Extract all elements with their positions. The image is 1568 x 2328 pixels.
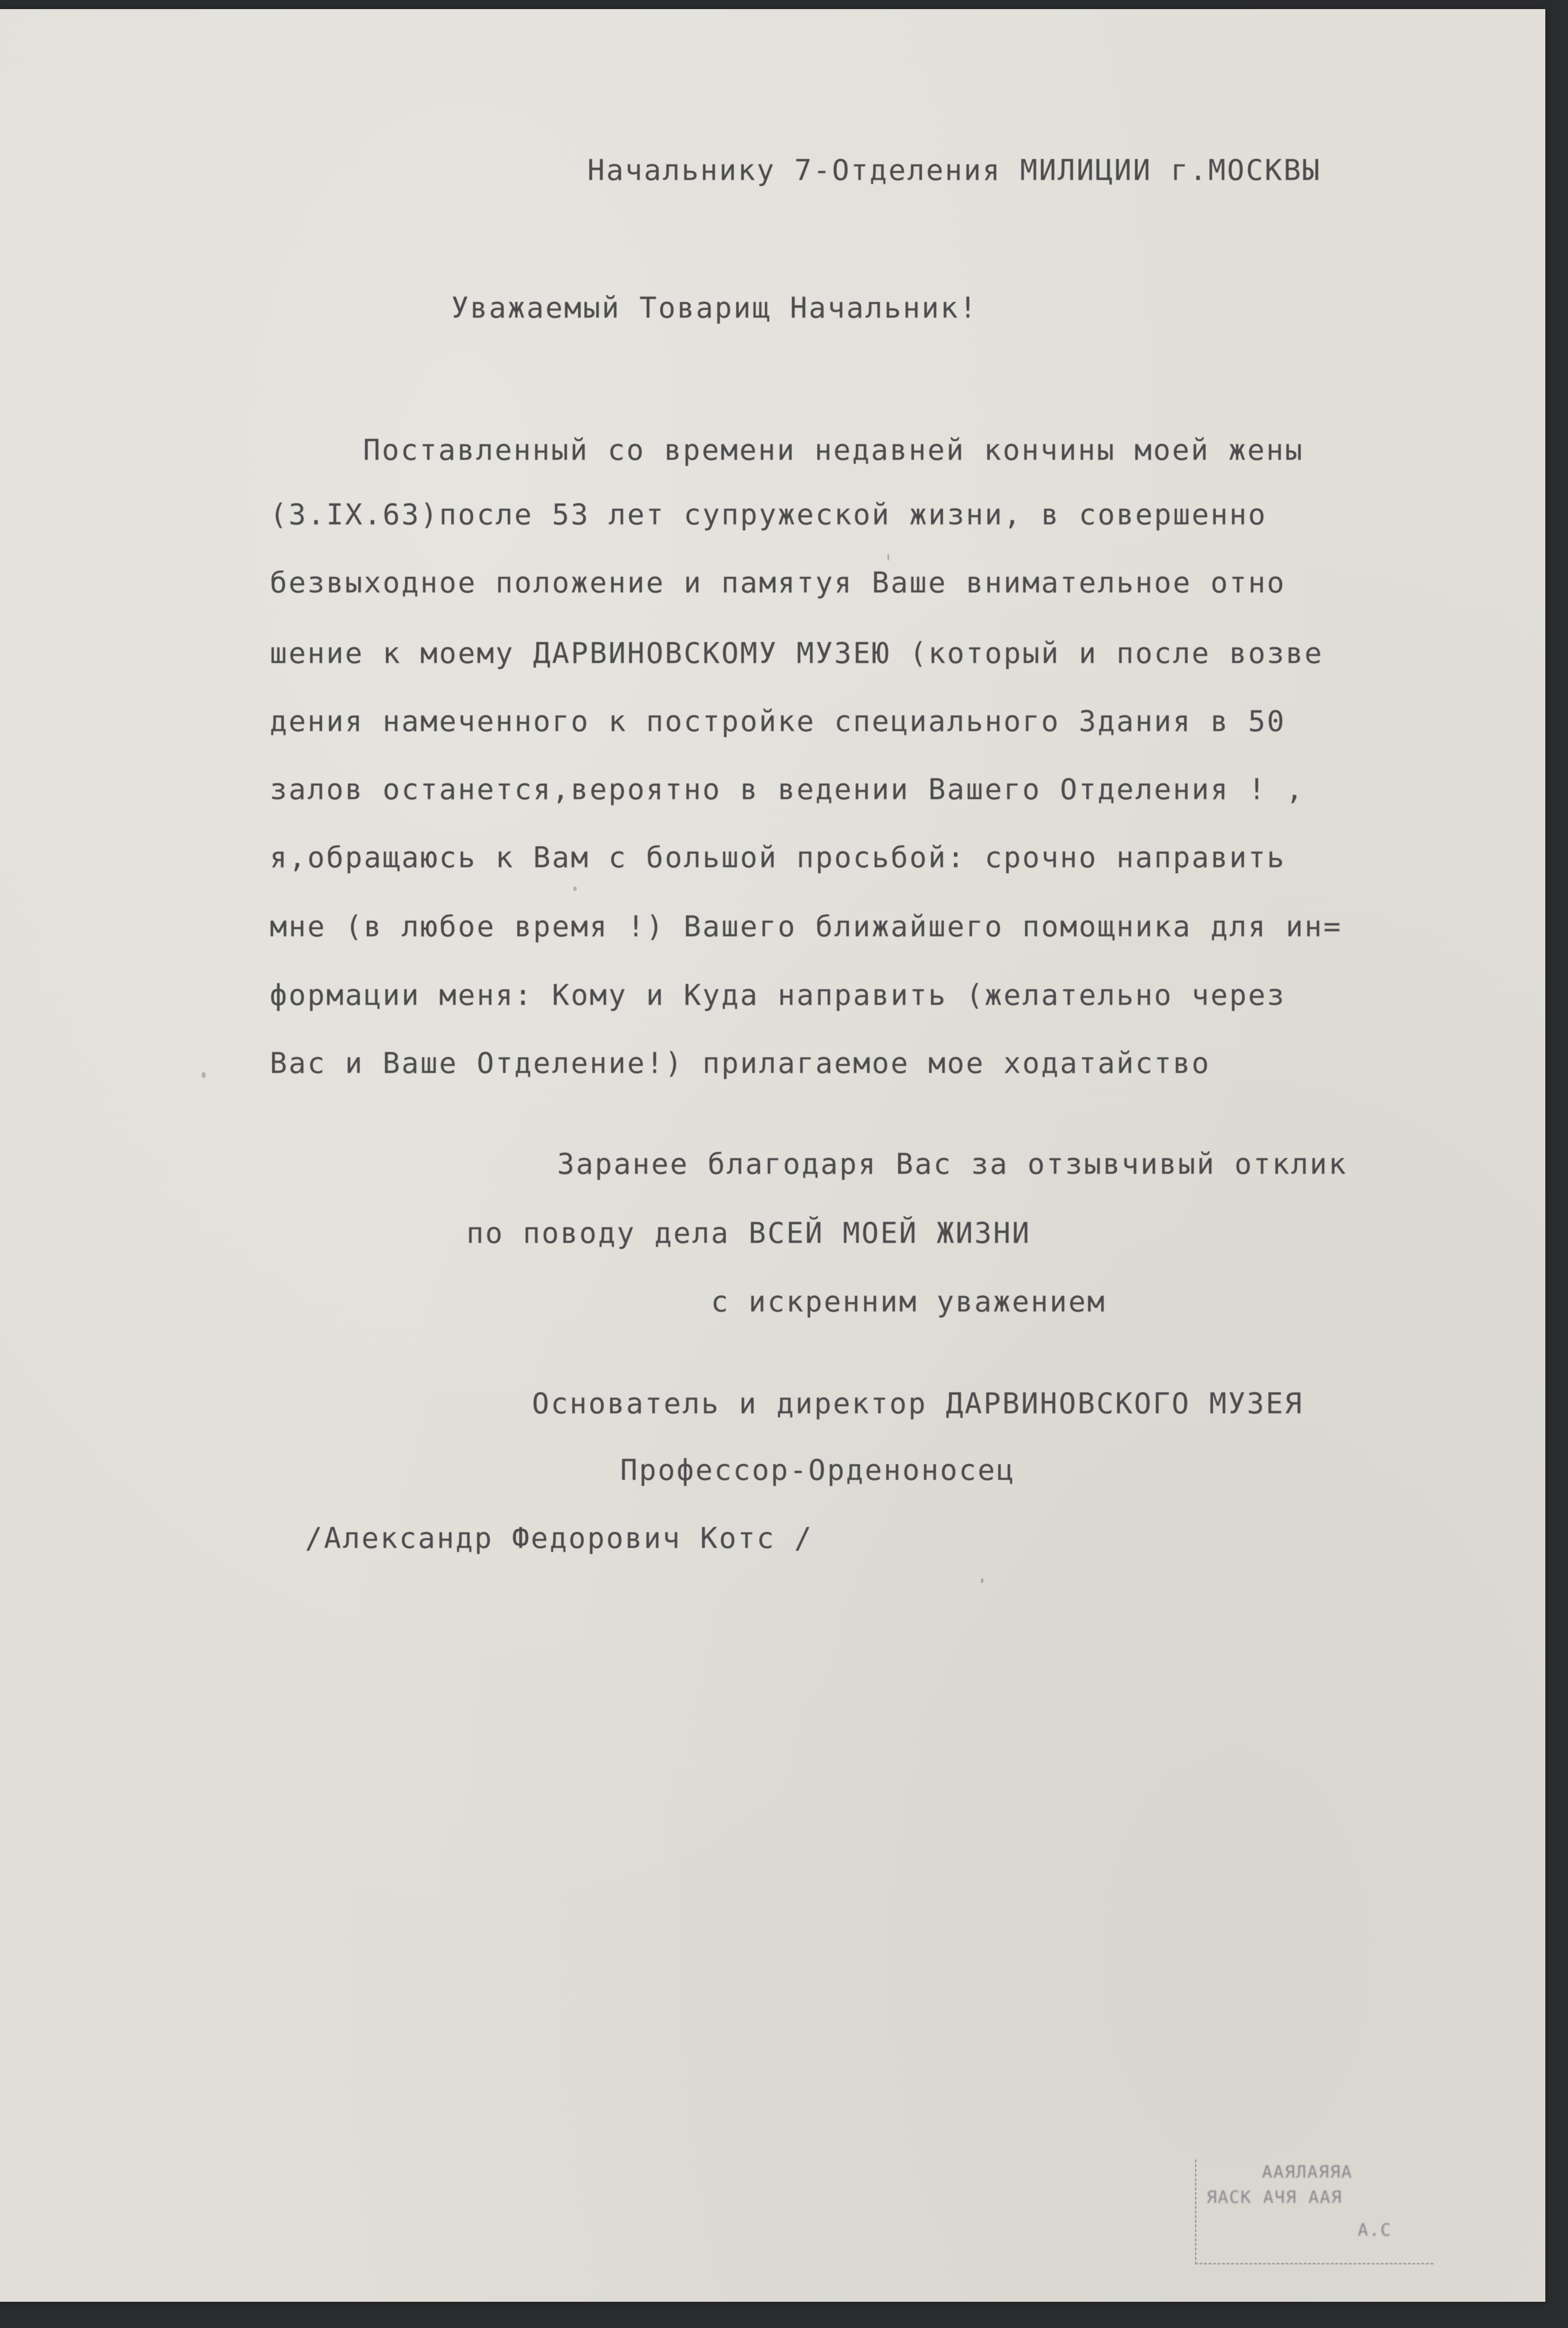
letter-page: [0, 9, 1545, 2302]
body-line: я,обращаюсь к Вам с большой просьбой: срочно направить: [270, 841, 1286, 874]
greeting: Уважаемый Товарищ Начальник!: [451, 291, 978, 325]
addressee-line: Начальнику 7-Отделения МИЛИЦИИ г.МОСКВЫ: [587, 154, 1321, 187]
archive-stamp: [1195, 2160, 1433, 2264]
signature-rank: Профессор-Орденоносец: [620, 1454, 1015, 1487]
stamp-line: А.С: [1358, 2220, 1392, 2240]
paper-speck: [981, 1578, 984, 1583]
body-line: Вас и Ваше Отделение!) прилагаемое мое ходатайство: [270, 1047, 1211, 1080]
signature-name: /Александр Федорович Котс /: [305, 1522, 813, 1555]
body-line: формации меня: Кому и Куда направить (желательно через: [270, 979, 1286, 1012]
closing-line: с искренним уважением: [711, 1285, 1106, 1319]
body-line: мне (в любое время !) Вашего ближайшего помощника для ин=: [270, 910, 1343, 943]
stamp-line: ААЯЛАЯЯА: [1262, 2162, 1353, 2182]
closing-line: по поводу дела ВСЕЙ МОЕЙ ЖИЗНИ: [466, 1217, 1031, 1250]
body-line: (3.IX.63)после 53 лет супружеской жизни, в совершенно: [270, 498, 1267, 531]
stamp-line: ЯАСК АЧЯ ААЯ: [1207, 2187, 1343, 2207]
body-line: Поставленный со времени недавней кончины моей жены: [363, 434, 1304, 467]
paper-speck: [573, 886, 577, 891]
body-line: залов останется,вероятно в ведении Вашего Отделения ! ,: [270, 773, 1305, 806]
body-line: дения намеченного к постройке специального Здания в 50: [270, 705, 1286, 738]
body-line: безвыходное положение и памятуя Ваше внимательное отно: [270, 566, 1286, 600]
signature-title: Основатель и директор ДАРВИНОВСКОГО МУЗЕЯ: [532, 1387, 1303, 1420]
paper-speck: [202, 1072, 206, 1078]
closing-line: Заранее благодаря Вас за отзывчивый отклик: [557, 1148, 1348, 1181]
paper-speck: [887, 554, 889, 561]
body-line: шение к моему ДАРВИНОВСКОМУ МУЗЕЮ (который и после возве: [270, 637, 1323, 670]
